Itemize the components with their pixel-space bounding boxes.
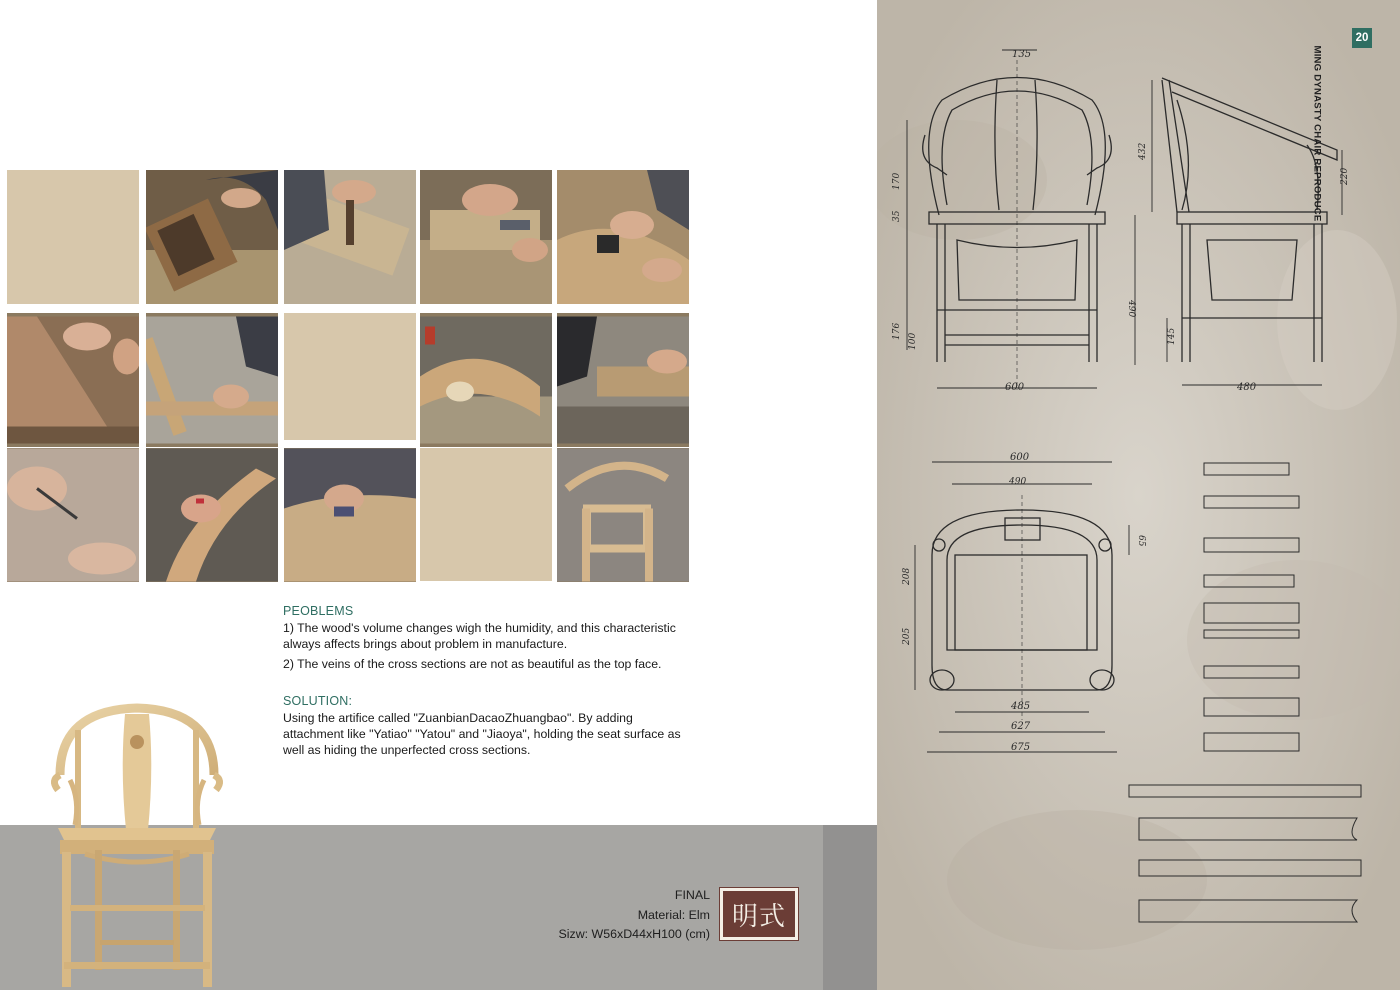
grid-tile-blank xyxy=(420,448,552,581)
photo-chair-frame xyxy=(557,448,689,582)
dim-208: 208 xyxy=(902,567,912,585)
photo-assembling-legs xyxy=(146,313,278,447)
final-chair-photo xyxy=(40,700,235,990)
photo-marking-wood xyxy=(7,448,139,582)
dim-100: 100 xyxy=(908,332,918,350)
photo-curved-armrest xyxy=(420,313,552,447)
side-title: MING DYNASTY CHAIR REPRODUCE xyxy=(1311,45,1323,222)
photo-planing-wood xyxy=(146,170,278,304)
problem-item-2: 2) The veins of the cross sections are not as beautiful as the top face. xyxy=(283,657,662,671)
grid-tile-blank xyxy=(284,313,416,440)
photo-sanding-curve xyxy=(557,170,689,304)
problem-item-1: 1) The wood's volume changes wigh the humidity, and this characteristic always affects brings about problem in manufacture. xyxy=(283,621,676,651)
dim-675: 675 xyxy=(1011,742,1031,753)
dim-432: 432 xyxy=(1138,142,1148,160)
part-details xyxy=(1129,463,1361,922)
dim-176: 176 xyxy=(892,322,902,340)
photo-drawing-frame xyxy=(7,313,139,447)
problems-section xyxy=(283,603,693,676)
problems-heading: PEOBLEMS xyxy=(283,604,354,618)
dim-220: 220 xyxy=(1340,167,1350,185)
seal-text: 明式 xyxy=(731,901,786,932)
solution-heading: SOLUTION: xyxy=(283,694,353,708)
dim-490-top: 490 xyxy=(1009,477,1027,487)
grid-tile-blank xyxy=(7,170,139,304)
photo-carving-joint xyxy=(420,170,552,304)
gray-band-edge xyxy=(823,825,877,990)
final-info xyxy=(520,886,710,945)
dim-35: 35 xyxy=(892,210,902,222)
dim-600-front: 600 xyxy=(1005,382,1025,393)
final-material: Material: Elm xyxy=(637,907,710,922)
photo-drilling xyxy=(557,313,689,447)
final-label: FINAL xyxy=(674,888,710,902)
dim-485: 485 xyxy=(1011,701,1031,712)
page-number: 20 xyxy=(1352,28,1372,48)
photo-shaping-arm xyxy=(146,448,278,582)
ming-seal-logo xyxy=(720,888,798,940)
dim-170: 170 xyxy=(892,172,902,190)
dim-135: 135 xyxy=(1012,49,1032,60)
photo-sanding-surface xyxy=(284,448,416,582)
dim-627: 627 xyxy=(1011,721,1031,732)
final-size: Sizw: W56xD44xH100 (cm) xyxy=(558,927,710,941)
dim-145: 145 xyxy=(1167,327,1177,345)
right-page-drawing xyxy=(877,0,1400,990)
dim-65: 65 xyxy=(1136,535,1146,547)
dim-600-top: 600 xyxy=(1010,452,1030,463)
dim-490-vertical: 490 xyxy=(1126,300,1136,318)
photo-chiseling xyxy=(284,170,416,304)
solution-text: Using the artifice called "ZuanbianDacaoZhuangbao". By adding attachment like "Yatiao" "Yatou" and "Jiaoya", holding the seat surface as well as hiding the unperfected cross sections. xyxy=(283,711,681,757)
dim-205: 205 xyxy=(902,627,912,645)
dim-480: 480 xyxy=(1237,382,1257,393)
solution-section xyxy=(283,693,693,758)
front-view xyxy=(907,50,1135,390)
